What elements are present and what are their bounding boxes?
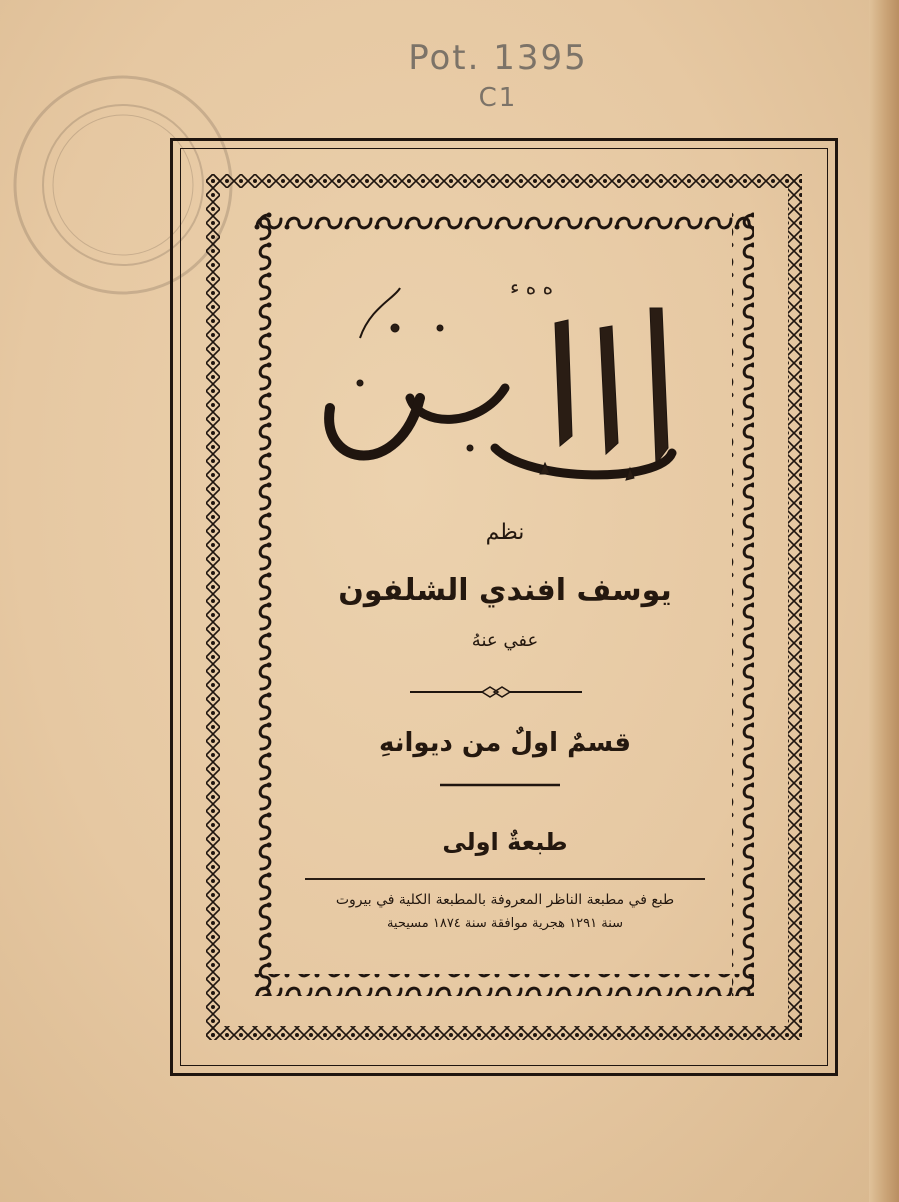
- imprint-rule: [305, 878, 705, 880]
- ornamental-divider-1: [410, 684, 582, 700]
- title-calligraphy: [300, 268, 700, 493]
- shelfmark: [378, 38, 618, 118]
- edition-line: طبعةٌ اولى: [442, 828, 568, 856]
- shelfmark-line1: Pot. 1395: [408, 38, 588, 78]
- imprint-line-1: طبع في مطبعة الناظر المعروفة بالمطبعة الكلية في بيروت: [335, 892, 675, 908]
- verb-line: نظم: [485, 520, 525, 545]
- author-name: يوسف افندي الشلفون: [338, 573, 672, 608]
- page-edge: [869, 0, 899, 1202]
- honorific-line: عفي عنهُ: [471, 630, 539, 651]
- shelfmark-line2: C1: [478, 83, 518, 113]
- imprint-line-2: سنة ١٢٩١ هجرية موافقة سنة ١٨٧٤ مسيحية: [386, 916, 624, 931]
- svg-text:ه ه ء: ه ه ء: [510, 275, 554, 299]
- section-title: قسمٌ اولٌ من ديوانهِ: [378, 728, 631, 758]
- ornamental-divider-2: [440, 780, 560, 790]
